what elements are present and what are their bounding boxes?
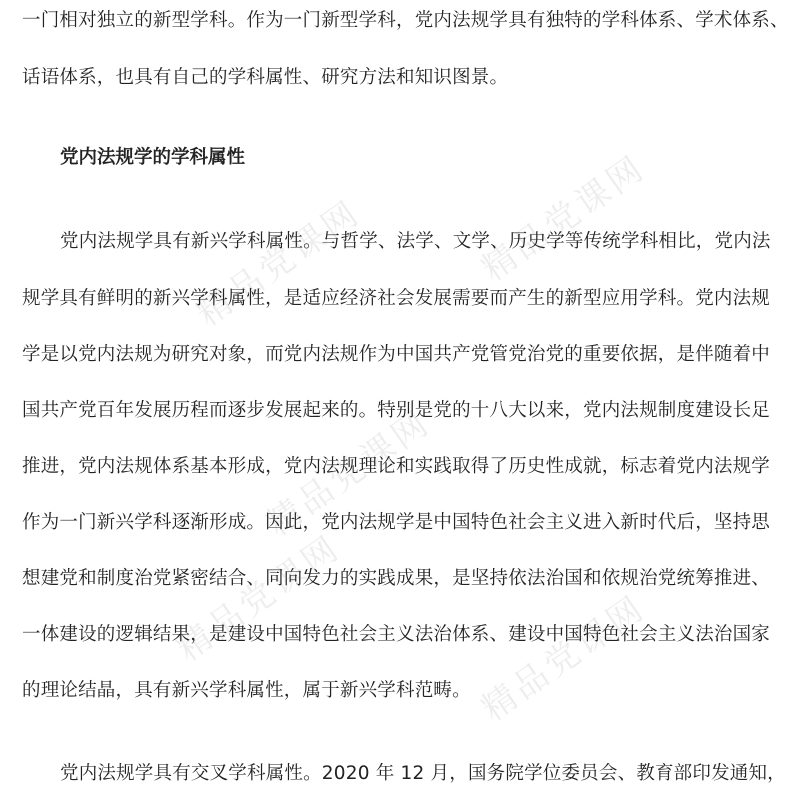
paragraph-line: 规学具有鲜明的新兴学科属性，是适应经济社会发展需要而产生的新型应用学科。党内法规 [22,288,771,309]
paragraph-line: 一体建设的逻辑结果，是建设中国特色社会主义法治体系、建设中国特色社会主义法治国家 [22,624,771,645]
section-heading: 党内法规学的学科属性 [60,147,246,168]
watermark-text: 精品党课网 [259,402,439,545]
watermark-text: 精品党课网 [169,527,349,670]
paragraph-line: 学是以党内法规为研究对象，而党内法规作为中国共产党管党治党的重要依据，是伴随着中 [22,344,771,365]
paragraph-line: 作为一门新兴学科逐渐形成。因此，党内法规学是中国特色社会主义进入新时代后，坚持思 [22,512,771,533]
paragraph-line: 推进，党内法规体系基本形成，党内法规理论和实践取得了历史性成就，标志着党内法规学 [22,456,771,477]
paragraph-line: 想建党和制度治党紧密结合、同向发力的实践成果，是坚持依法治国和依规治党统筹推进、 [22,568,771,589]
watermark-text: 精品党课网 [474,587,654,730]
watermark-text: 精品党课网 [189,192,369,335]
paragraph-line: 党内法规学具有交叉学科属性。2020 年 12 月，国务院学位委员会、教育部印发通知， [60,763,786,784]
paragraph-line: 党内法规学具有新兴学科属性。与哲学、法学、文学、历史学等传统学科相比，党内法 [60,231,771,252]
paragraph-line: 一门相对独立的新型学科。作为一门新型学科，党内法规学具有独特的学科体系、学术体系、 [22,10,789,31]
paragraph-line: 的理论结晶，具有新兴学科属性，属于新兴学科范畴。 [22,680,471,701]
watermark-text: 精品党课网 [474,147,654,290]
paragraph-line: 话语体系，也具有自己的学科属性、研究方法和知识图景。 [22,67,509,88]
paragraph-line: 国共产党百年发展历程而逐步发展起来的。特别是党的十八大以来，党内法规制度建设长足 [22,400,771,421]
